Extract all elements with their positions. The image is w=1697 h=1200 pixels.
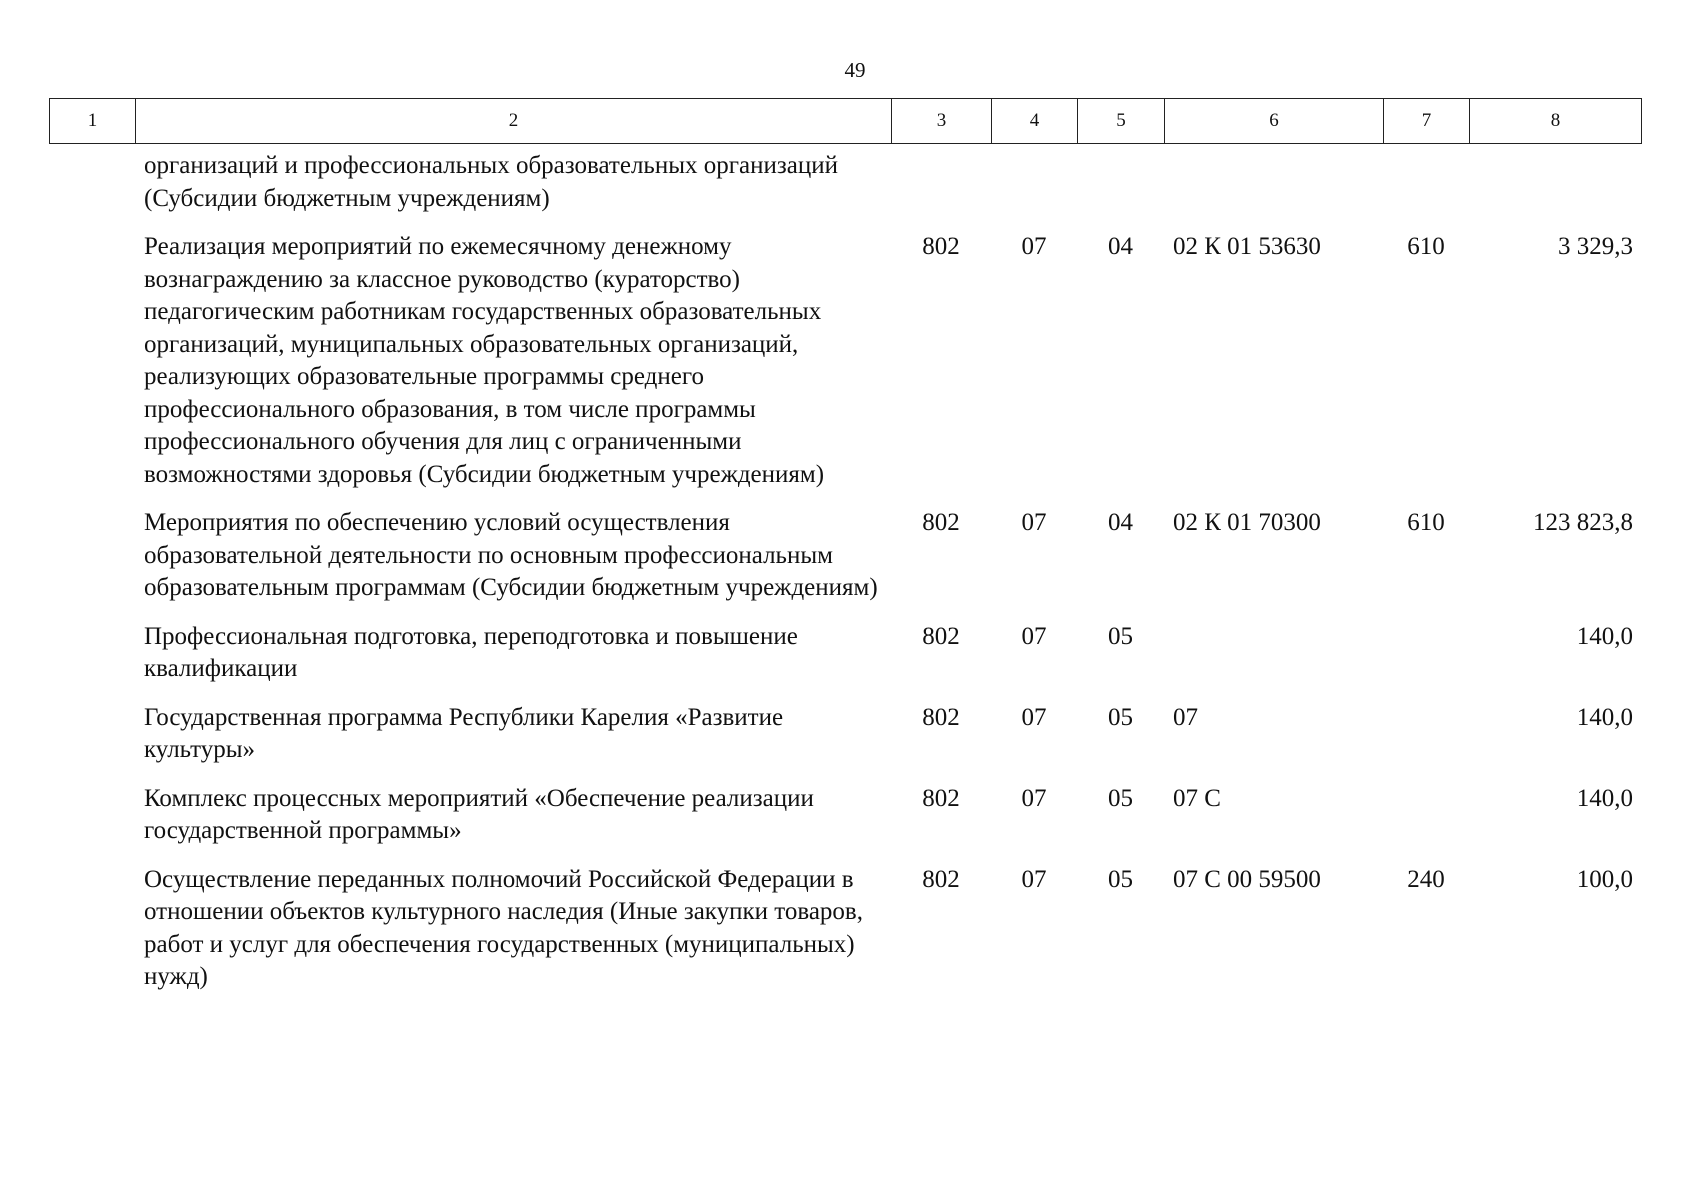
amount: 140,0	[1576, 703, 1633, 731]
amount: 140,0	[1576, 622, 1633, 650]
row-number-cell	[49, 783, 135, 864]
amount: 140,0	[1576, 784, 1633, 812]
subsection-code: 05	[1108, 703, 1133, 731]
expense-name: Комплекс процессных мероприятий «Обеспечение реализации государственной программы»	[144, 784, 814, 844]
table-row	[49, 231, 1641, 507]
target-article-code: 02 К 01 53630	[1173, 233, 1321, 260]
expense-name: Реализация мероприятий по ежемесячному денежному вознаграждению за классное руководство (кураторство) педагогическим работникам государственных образовательных организаций, муниципальных образовательных организаций, реализующих образовательные программы среднего профессионального образования, в том числе программы профессионального обучения для лиц с ограниченными возможностями здоровья (Субсидии бюджетным учреждениям)	[144, 233, 825, 488]
row-number-cell	[49, 231, 135, 507]
row-number-cell	[49, 621, 135, 702]
row-number-cell	[49, 150, 135, 231]
expense-type-code	[1383, 621, 1469, 702]
target-article-code: 07 С 00 59500	[1173, 865, 1321, 893]
ministry-code: 802	[922, 622, 960, 650]
target-article-code: 02 К 01 70300	[1173, 509, 1321, 536]
header-col-2: 2	[136, 99, 892, 144]
subsection-code: 05	[1108, 784, 1133, 812]
table-row	[49, 702, 1641, 783]
expense-type-code: 610	[1407, 509, 1445, 536]
table-row	[49, 507, 1641, 621]
section-code	[991, 150, 1077, 231]
header-col-3: 3	[892, 99, 992, 144]
header-col-1: 1	[50, 99, 136, 144]
amount: 3 329,3	[1558, 233, 1633, 260]
expense-name: Осуществление переданных полномочий Российской Федерации в отношении объектов культурного наследия (Иные закупки товаров, работ и услуг для обеспечения государственных (муниципальных) нужд)	[144, 865, 863, 990]
expense-name: Государственная программа Республики Карелия «Развитие культуры»	[144, 703, 784, 763]
amount	[1469, 150, 1641, 231]
amount: 100,0	[1576, 865, 1633, 893]
header-col-5: 5	[1078, 99, 1165, 144]
subsection-code	[1077, 150, 1164, 231]
budget-table	[49, 150, 1641, 1010]
ministry-code: 802	[922, 509, 960, 536]
column-number-header	[49, 98, 1642, 144]
section-code: 07	[1021, 784, 1047, 812]
expense-type-code	[1383, 150, 1469, 231]
ministry-code	[891, 150, 991, 231]
section-code: 07	[1021, 233, 1047, 260]
header-col-8: 8	[1470, 99, 1642, 144]
page-number: 49	[844, 58, 866, 82]
ministry-code: 802	[922, 233, 960, 260]
expense-name: Профессиональная подготовка, переподготовка и повышение квалификации	[144, 622, 798, 682]
target-article-code	[1164, 150, 1383, 231]
table-row	[49, 783, 1641, 864]
target-article-code: 07	[1173, 703, 1198, 731]
expense-type-code: 610	[1407, 233, 1445, 260]
expense-type-code	[1383, 783, 1469, 864]
section-code: 07	[1021, 703, 1047, 731]
subsection-code: 05	[1108, 622, 1133, 650]
row-number-cell	[49, 507, 135, 621]
row-number-cell	[49, 702, 135, 783]
ministry-code: 802	[922, 703, 960, 731]
section-code: 07	[1021, 509, 1047, 536]
subsection-code: 04	[1108, 509, 1133, 536]
target-article-code	[1164, 621, 1383, 702]
section-code: 07	[1021, 622, 1047, 650]
amount: 123 823,8	[1533, 509, 1633, 536]
target-article-code: 07 С	[1173, 784, 1221, 812]
expense-name: Мероприятия по обеспечению условий осуществления образовательной деятельности по основным профессиональным образовательным программам (Субсидии бюджетным учреждениям)	[144, 509, 878, 601]
section-code: 07	[1021, 865, 1047, 893]
subsection-code: 05	[1108, 865, 1133, 893]
subsection-code: 04	[1108, 233, 1133, 260]
table-row	[49, 864, 1641, 1010]
expense-type-code	[1383, 702, 1469, 783]
header-col-6: 6	[1165, 99, 1384, 144]
table-row	[49, 150, 1641, 231]
ministry-code: 802	[922, 865, 960, 893]
ministry-code: 802	[922, 784, 960, 812]
header-col-7: 7	[1384, 99, 1470, 144]
expense-name: организаций и профессиональных образовательных организаций (Субсидии бюджетным учреждениям)	[144, 152, 838, 212]
table-row	[49, 621, 1641, 702]
expense-type-code: 240	[1407, 865, 1445, 893]
row-number-cell	[49, 864, 135, 1010]
header-col-4: 4	[992, 99, 1078, 144]
